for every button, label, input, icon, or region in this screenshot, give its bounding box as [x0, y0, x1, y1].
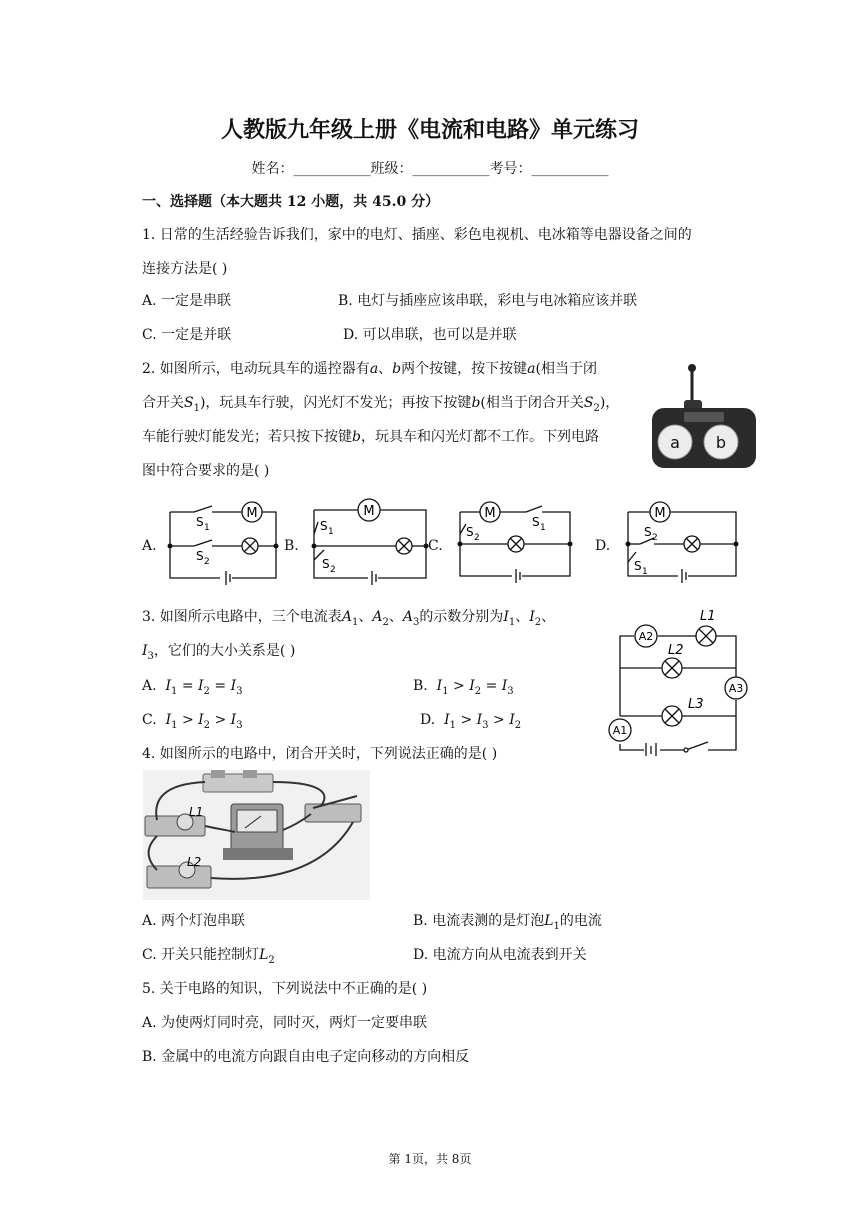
svg-text:S: S	[196, 549, 204, 563]
q2-stem-line4: 图中符合要求的是( )	[142, 463, 270, 479]
svg-text:2: 2	[474, 533, 480, 543]
circuit-b-diagram	[304, 494, 430, 588]
q2-stem-line1: 2. 如图所示，电动玩具车的遥控器有a、b两个按键，按下按键a(相当于闭	[142, 361, 597, 377]
svg-text:M: M	[654, 506, 666, 521]
q2-stem-line3: 车能行驶灯能发光；若只按下按键b，玩具车和闪光灯都不工作。下列电路	[142, 429, 599, 445]
svg-text:A2: A2	[638, 630, 654, 643]
class-blank: ___________	[412, 161, 490, 177]
q3-stem-line2: $I_3$，它们的大小关系是( )	[142, 643, 296, 662]
svg-text:S: S	[644, 525, 652, 539]
q1-option-c: C. 一定是并联	[142, 327, 232, 343]
svg-text:A1: A1	[612, 724, 628, 737]
svg-text:2: 2	[204, 557, 210, 567]
remote-control-figure	[648, 362, 760, 472]
q3-option-a: A. $I_1 = I_2 = I_3$	[142, 678, 243, 697]
svg-text:L2: L2	[668, 643, 684, 658]
section-heading: 一、选择题（本大题共 12 小题，共 45.0 分）	[142, 194, 440, 210]
q4-option-d: D. 电流方向从电流表到开关	[413, 947, 587, 963]
remote-key-b: b	[715, 433, 727, 452]
q1-option-a: A. 一定是串联	[142, 293, 232, 309]
q5-stem: 5. 关于电路的知识，下列说法中不正确的是( )	[142, 981, 428, 997]
svg-text:A3: A3	[728, 682, 744, 695]
q3-stem-line1: 3. 如图所示电路中，三个电流表$A_1$、$A_2$、$A_3$的示数分别为$I_1$、$I_2$、	[142, 609, 556, 628]
circuit-a-diagram	[164, 498, 282, 588]
svg-text:M: M	[246, 506, 258, 521]
q2-stem-line2: 合开关$S_1$)，玩具车行驶，闪光灯不发光；再按下按键b(相当于闭合开关$S_2$)，	[142, 395, 620, 414]
q1-stem-line2: 连接方法是( )	[142, 261, 228, 277]
svg-text:L2: L2	[187, 855, 202, 869]
q4-physical-circuit-photo	[143, 770, 370, 900]
circuit-d-diagram	[618, 496, 742, 588]
q5-option-a: A. 为使两灯同时亮，同时灭，两灯一定要串联	[142, 1015, 428, 1031]
page-title: 人教版九年级上册《电流和电路》单元练习	[220, 117, 639, 143]
svg-text:L3: L3	[688, 697, 704, 712]
svg-text:1: 1	[540, 523, 546, 533]
q1-option-b: B. 电灯与插座应该串联，彩电与电冰箱应该并联	[338, 293, 638, 309]
q3-option-b: B. $I_1 > I_2 = I_3$	[413, 678, 514, 697]
svg-text:1: 1	[642, 567, 648, 577]
class-label: 班级：	[370, 161, 413, 177]
svg-text:M: M	[484, 506, 496, 521]
q4-option-c: C. 开关只能控制灯$L_2$	[142, 947, 275, 966]
q3-circuit-diagram	[600, 604, 756, 756]
svg-text:1: 1	[328, 527, 334, 537]
svg-text:S: S	[532, 515, 540, 529]
svg-text:L1: L1	[700, 609, 716, 624]
name-blank: ___________	[293, 161, 371, 177]
q1-option-d: D. 可以串联，也可以是并联	[343, 327, 517, 343]
svg-text:S: S	[320, 519, 328, 533]
svg-text:2: 2	[330, 565, 336, 575]
q1-stem-line1: 1. 日常的生活经验告诉我们，家中的电灯、插座、彩色电视机、电冰箱等电器设备之间的	[142, 227, 692, 243]
svg-text:L1: L1	[189, 805, 204, 819]
svg-text:S: S	[466, 525, 474, 539]
svg-text:M: M	[363, 504, 375, 519]
name-label: 姓名：	[251, 161, 294, 177]
svg-text:S: S	[322, 557, 330, 571]
student-info	[0, 158, 860, 178]
q4-option-b: B. 电流表测的是灯泡$L_1$的电流	[413, 913, 602, 932]
svg-text:S: S	[196, 515, 204, 529]
q5-option-b: B. 金属中的电流方向跟自由电子定向移动的方向相反	[142, 1049, 470, 1065]
id-label: 考号：	[489, 161, 532, 177]
q4-stem: 4. 如图所示的电路中，闭合开关时，下列说法正确的是( )	[142, 746, 498, 762]
id-blank: ___________	[531, 161, 609, 177]
page-footer: 第 1页，共 8页	[388, 1152, 472, 1166]
remote-key-a: a	[670, 433, 680, 452]
svg-text:1: 1	[204, 523, 210, 533]
q2-option-c-label: C.	[428, 538, 443, 554]
q2-option-d-label: D.	[595, 538, 611, 554]
svg-text:2: 2	[652, 533, 658, 543]
q2-option-b-label: B.	[284, 538, 299, 554]
q3-option-d: D. $I_1 > I_3 > I_2$	[420, 712, 522, 731]
circuit-c-diagram	[452, 496, 576, 588]
q2-option-a-label: A.	[142, 538, 157, 554]
q4-option-a: A. 两个灯泡串联	[142, 913, 246, 929]
q3-option-c: C. $I_1 > I_2 > I_3$	[142, 712, 243, 731]
svg-text:S: S	[634, 559, 642, 573]
